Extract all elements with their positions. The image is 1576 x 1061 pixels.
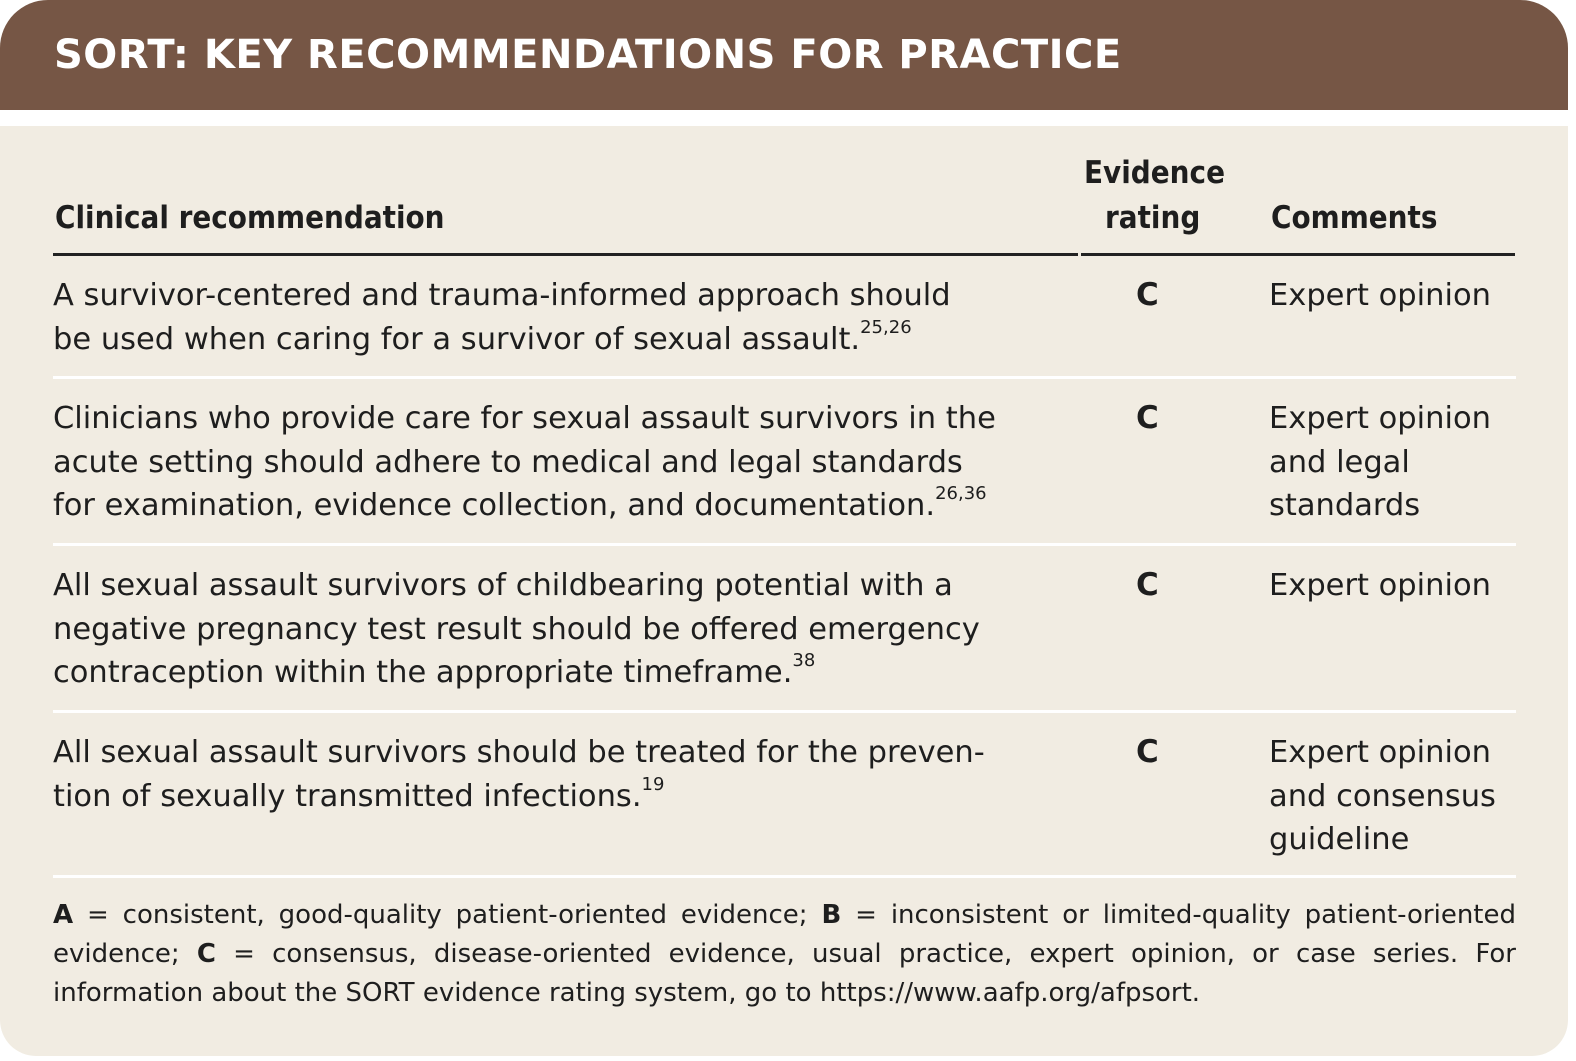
table-row-3-recommendation [53,564,1053,695]
footnote-text-b: = inconsistent or limited-quality patient-oriented [841,900,1516,930]
footnote-key-b: B [821,900,842,930]
row-2-text-line-1: Clinicians who provide care for sexual assault survivors in the [53,401,996,436]
page-title: SORT: KEY RECOMMENDATIONS FOR PRACTICE [54,32,1122,78]
row-1-text-line-2 [53,318,1053,362]
row-divider-2 [53,543,1516,546]
footnote-key-a: A [53,900,74,930]
row-2-comment-line-2: and legal [1269,444,1410,480]
row-4-text-line-2-body: tion of sexually transmitted infections. [53,778,642,814]
row-2-comment-line-1: Expert opinion [1269,401,1491,436]
row-3-text-line-1: All sexual assault survivors of childbearing potential with a [53,568,953,603]
row-2-text-line-3-body: for examination, evidence collection, and documentation. [53,488,936,523]
row-4-comment [1269,731,1549,862]
row-2-text-line-3 [53,484,1053,528]
footnote-text-c: = consensus, disease-oriented evidence, usual practice, expert opinion, or case series. For [215,939,1516,969]
rating-legend-footnote [53,896,1516,1013]
row-2-evidence-rating: C [1136,400,1159,436]
row-2-text-line-2: acute setting should adhere to medical and legal standards [53,444,963,480]
row-1-text-line-2-body: be used when caring for a survivor of sexual assault. [53,321,861,357]
column-header-comments: Comments [1271,200,1438,236]
table-row-1-recommendation [53,274,1053,361]
footnote-text-a: = consistent, good-quality patient-oriented evidence; [73,900,822,930]
footnote-line-3: information about the SORT evidence rating system, go to https://www.aafp.org/afpsort. [53,978,1201,1008]
row-divider-3 [53,710,1516,713]
row-4-text-line-1: All sexual assault survivors should be treated for the preven- [53,735,985,770]
footnote-line-2-start: evidence; [53,939,197,969]
row-4-comment-line-2: and consensus [1269,778,1496,814]
table-row-2-recommendation [53,397,1053,528]
row-2-comment [1269,397,1549,528]
row-divider-1 [53,376,1516,379]
row-1-reference: 25,26 [860,316,912,338]
row-4-text-line-2 [53,775,1053,819]
row-3-evidence-rating: C [1136,567,1159,603]
row-1-evidence-rating: C [1136,277,1159,313]
row-3-text-line-2: negative pregnancy test result should be offered emergency [53,611,980,647]
header-rule-rating-comments [1081,253,1515,256]
row-3-text-line-3-body: contraception within the appropriate timeframe. [53,655,793,690]
row-4-comment-line-1: Expert opinion [1269,735,1491,770]
row-3-comment [1269,564,1549,608]
footnote-key-c: C [196,939,216,969]
row-3-comment-line-1: Expert opinion [1269,568,1491,603]
footnote-line-2 [53,935,1516,974]
row-1-comment [1269,274,1549,318]
row-2-comment-line-3: standards [1269,488,1421,523]
row-4-comment-line-3: guideline [1269,822,1410,857]
row-divider-4 [53,875,1516,878]
column-header-rating-line2: rating [1105,200,1201,236]
footnote-line-1 [53,896,1516,935]
column-header-rating-line1: Evidence [1084,155,1225,191]
row-1-text-line-1: A survivor-centered and trauma-informed approach should [53,278,951,313]
header-rule-recommendation [53,253,1078,256]
row-3-reference: 38 [792,649,816,671]
table-row-4-recommendation [53,731,1053,818]
row-3-text-line-3 [53,651,1053,695]
row-2-reference: 26,36 [935,482,987,504]
row-4-evidence-rating: C [1136,734,1159,770]
sort-header [0,0,1568,110]
column-header-recommendation: Clinical recommendation [55,200,445,236]
row-4-reference: 19 [641,773,665,795]
header-gap [0,110,1568,126]
row-1-comment-line-1: Expert opinion [1269,278,1491,313]
